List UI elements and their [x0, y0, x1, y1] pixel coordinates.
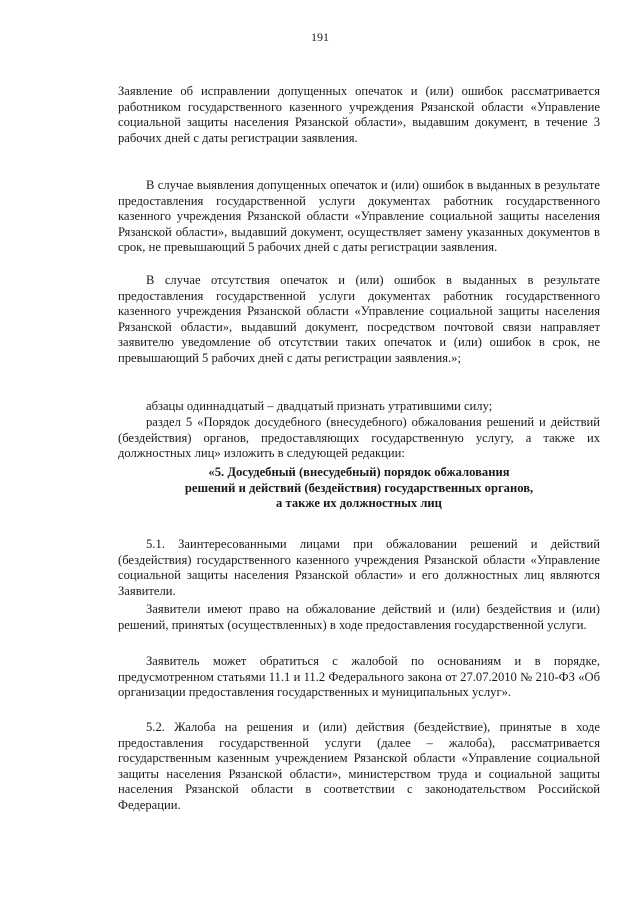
paragraph-no-errors: В случае отсутствия опечаток и (или) ошибок в выданных в результате предоставления государственной услуги документах работник государственного казенного учреждения Рязанской области «Управление социальной защиты населения Рязанской области», выдавший документ, посредством почтовой связи направляет заявителю уведомление об отсутствии таких опечаток и (или) ошибок в срок, не превышающий 5 рабочих дней с даты регистрации заявления.»;	[118, 273, 600, 365]
heading-line-1: «5. Досудебный (внесудебный) порядок обжалования	[208, 465, 510, 479]
section-heading	[118, 465, 600, 512]
paragraph-invalidate: абзацы одиннадцатый – двадцатый признать утратившими силу;	[146, 399, 493, 413]
paragraph-5-2: 5.2. Жалоба на решения и (или) действия (бездействие), принятые в ходе предоставления государственной услуги (далее – жалоба), рассматривается государственным казенным учреждением Рязанской области «Управление социальной защиты населения Рязанской области», министерством труда и социальной защиты населения Рязанской области в соответствии с законодательством Российской Федерации.	[118, 720, 600, 812]
paragraph-complaint-basis: Заявитель может обратиться с жалобой по основаниям и в порядке, предусмотренном статьями 11.1 и 11.2 Федерального закона от 27.07.2010 № 210-ФЗ «Об организации предоставления государственных и муниципальных услуг».	[118, 654, 600, 700]
paragraph-errors-found: В случае выявления допущенных опечаток и (или) ошибок в выданных в результате предоставления государственной услуги документах работник государственного казенного учреждения Рязанской области «Управление социальной защиты населения Рязанской области», выдавший документ, осуществляет замену указанных документов в срок, не превышающий 5 рабочих дней с даты регистрации заявления.	[118, 178, 600, 255]
heading-line-3: а также их должностных лиц	[276, 496, 442, 511]
paragraph-correction-review: Заявление об исправлении допущенных опечаток и (или) ошибок рассматривается работником государственного казенного учреждения Рязанской области «Управление социальной защиты населения Рязанской области», выдавшим документ, в течение 3 рабочих дней с даты регистрации заявления.	[118, 84, 600, 145]
page-number: 191	[311, 30, 329, 44]
paragraph-section5-intro: раздел 5 «Порядок досудебного (внесудебного) обжалования решений и действий (бездействия) органов, предоставляющих государственную услугу, а также их должностных лиц» изложить в следующей редакции:	[118, 415, 600, 461]
paragraph-appeal-right: Заявители имеют право на обжалование действий и (или) бездействия и (или) решений, принятых (осуществленных) в ходе предоставления государственной услуги.	[118, 602, 600, 632]
heading-line-2: решений и действий (бездействия) государственных органов,	[184, 480, 534, 495]
paragraph-5-1: 5.1. Заинтересованными лицами при обжаловании решений и действий (бездействия) государственного казенного учреждения Рязанской области «Управление социальной защиты населения Рязанской области» и его должностных лиц являются Заявители.	[118, 537, 600, 598]
